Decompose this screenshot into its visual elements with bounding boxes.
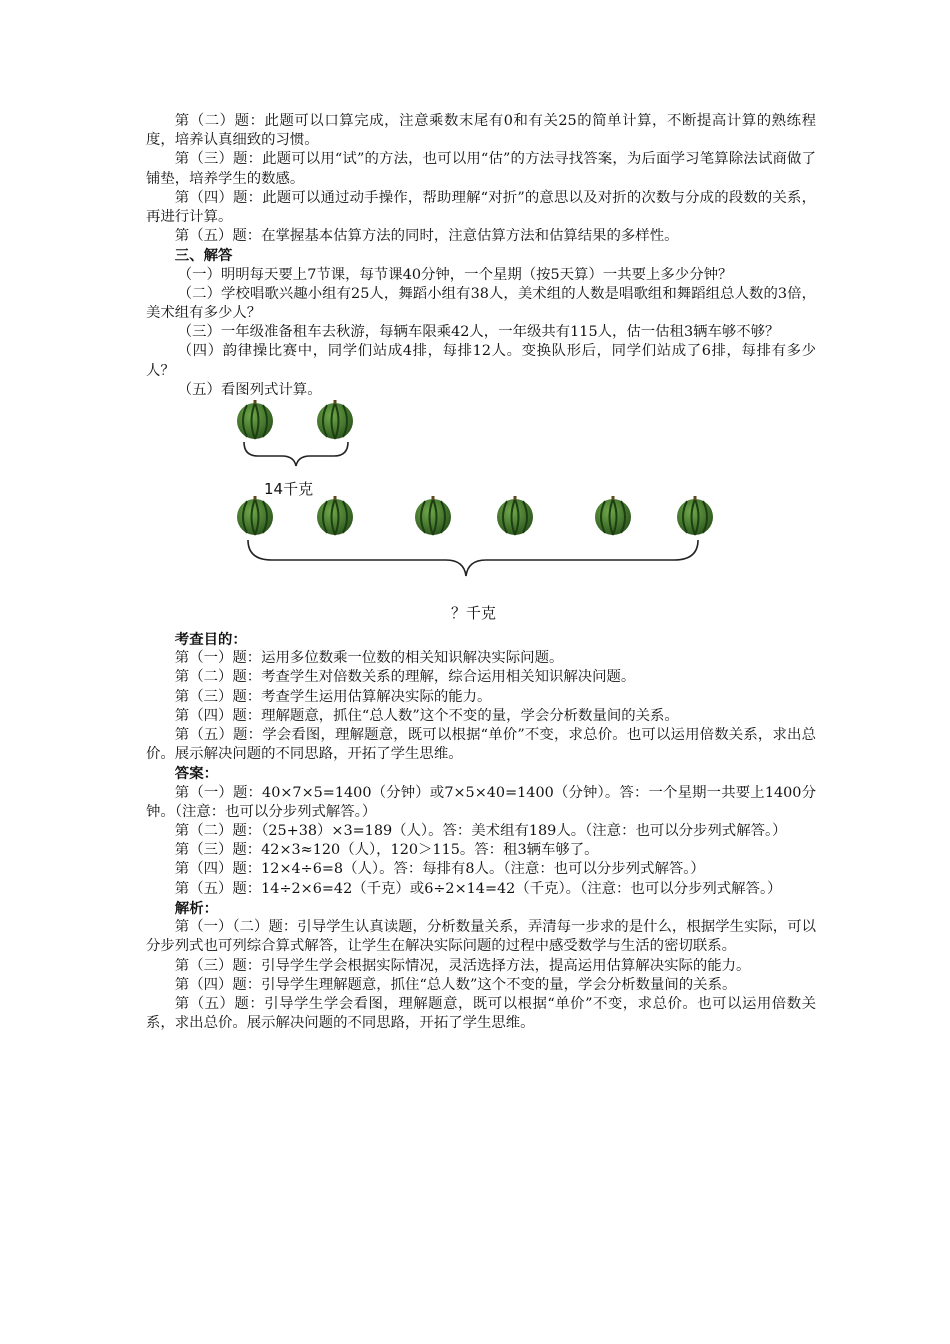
note-4: 第（四）题：此题可以通过动手操作，帮助理解“对折”的意思以及对折的次数与分成的段数的关系，再进行计算。 — [146, 189, 816, 226]
watermelon-figure — [146, 400, 816, 630]
analysis-title: 解析： — [174, 899, 218, 917]
purpose-4: 第（四）题：理解题意，抓住“总人数”这个不变的量，学会分析数量间的关系。 — [174, 707, 679, 724]
question-3: （三）一年级准备租车去秋游，每辆车限乘42人，一年级共有115人，估一估租3辆车够不够？ — [177, 324, 780, 341]
watermelon-icon — [414, 496, 452, 536]
analysis-1: 第（一）（二）题：引导学生认真读题，分析数量关系，弄清每一步求的是什么，根据学生实际，可以分步列式也可列综合算式解答，让学生在解决实际问题的过程中感受数学与生活的密切联系。 — [146, 919, 816, 955]
watermelon-icon — [496, 496, 534, 536]
answer-3: 第（三）题：42×3≈120（人），120＞115。答：租3辆车够了。 — [174, 842, 599, 859]
answer-2: 第（二）题：（25+38）×3=189（人）。答：美术组有189人。（注意：也可以分步列式解答。） — [174, 823, 787, 840]
question-5: （五）看图列式计算。 — [177, 381, 322, 398]
note-2: 第（二）题：此题可以口算完成，注意乘数末尾有0和有关25的简单计算，不断提高计算的熟练程度，培养认真细致的习惯。 — [146, 113, 816, 149]
watermelon-icon — [316, 400, 354, 440]
watermelon-icon — [594, 496, 632, 536]
note-3: 第（三）题：此题可以用“试”的方法，也可以用“估”的方法寻找答案，为后面学习笔算除法试商做了铺垫，培养学生的数感。 — [146, 151, 816, 187]
question-4: （四）韵律操比赛中，同学们站成4排，每排12人。变换队形后，同学们站成了6排，每排有多少人？ — [146, 343, 816, 379]
purpose-3: 第（三）题：考查学生运用估算解决实际的能力。 — [174, 688, 492, 705]
question-1: （一）明明每天要上7节课，每节课40分钟，一个星期（按5天算）一共要上多少分钟？ — [177, 266, 733, 283]
label-14kg: 14千克 — [264, 480, 314, 499]
answer-1: 第（一）题：40×7×5=1400（分钟）或7×5×40=1400（分钟）。答：一个星期一共要上1400分钟。（注意：也可以分步列式解答。） — [146, 784, 816, 820]
purpose-5: 第（五）题：学会看图，理解题意，既可以根据“单价”不变，求总价。也可以运用倍数关系，求出总价。展示解决问题的不同思路，开拓了学生思维。 — [146, 727, 816, 763]
answer-title: 答案： — [174, 765, 218, 783]
section-3-title: 三、解答 — [174, 247, 233, 265]
watermelon-icon — [236, 400, 274, 440]
watermelon-icon — [236, 496, 274, 536]
answer-5: 第（五）题：14÷2×6=42（千克）或6÷2×14=42（千克）。（注意：也可以分步列式解答。） — [174, 880, 782, 897]
top-brace — [244, 442, 348, 466]
analysis-3: 第（四）题：引导学生理解题意，抓住“总人数”这个不变的量，学会分析数量间的关系。 — [174, 976, 737, 993]
document-page — [146, 112, 816, 1033]
purpose-title: 考查目的： — [174, 631, 247, 649]
watermelon-icon — [676, 496, 714, 536]
question-2: （二）学校唱歌兴趣小组有25人，舞蹈小组有38人，美术组的人数是唱歌组和舞蹈组总人数的3倍，美术组有多少人？ — [146, 285, 816, 322]
label-unknown-kg: ？千克 — [451, 604, 497, 623]
purpose-2: 第（二）题：考查学生对倍数关系的理解，综合运用相关知识解决问题。 — [174, 669, 636, 686]
note-5: 第（五）题：在掌握基本估算方法的同时，注意估算方法和估算结果的多样性。 — [174, 228, 679, 245]
bottom-brace — [248, 540, 698, 576]
purpose-1: 第（一）题：运用多位数乘一位数的相关知识解决实际问题。 — [174, 650, 564, 667]
analysis-2: 第（三）题：引导学生学会根据实际情况，灵活选择方法，提高运用估算解决实际的能力。 — [174, 957, 751, 974]
analysis-4: 第（五）题：引导学生学会看图，理解题意，既可以根据“单价”不变，求总价。也可以运用倍数关系，求出总价。展示解决问题的不同思路，开拓了学生思维。 — [146, 995, 816, 1032]
answer-4: 第（四）题：12×4÷6=8（人）。答：每排有8人。（注意：也可以分步列式解答。） — [174, 861, 705, 878]
watermelon-icon — [316, 496, 354, 536]
